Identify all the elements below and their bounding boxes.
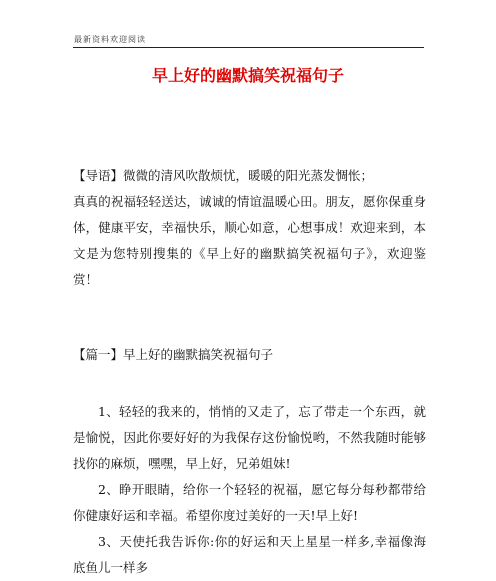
page-header-label: 最新资料欢迎阅读 <box>74 35 146 44</box>
intro-lead: 【导语】微微的清风吹散烦忧，暖暖的阳光蒸发惆怅； <box>73 168 374 183</box>
intro-body: 真真的祝福轻轻送达，诚诚的情谊温暖心田。朋友，愿你保重身体，健康平安，幸福快乐，顺心如意，心想事成！欢迎来到，本文是为您特别搜集的《早上好的幽默搞笑祝福句子》，欢迎鉴赏！ <box>73 194 426 287</box>
section-heading: 【篇一】早上好的幽默搞笑祝福句子 <box>73 347 274 362</box>
list-item: 3、天使托我告诉你:你的好运和天上星星一样多,幸福像海底鱼儿一样多 <box>73 534 426 575</box>
document-title: 早上好的幽默搞笑祝福句子 <box>151 66 344 85</box>
list-item: 1、轻轻的我来的，悄悄的又走了，忘了带走一个东西，就是愉悦，因此你要好好的为我保存这份愉悦哟，不然我随时能够找你的麻烦，嘿嘿，早上好，兄弟姐妹! <box>73 404 426 471</box>
header-divider <box>73 47 424 48</box>
list-item: 2、睁开眼睛，给你一个轻轻的祝福，愿它每分每秒都带给你健康好运和幸福。希望你度过美好的一天!早上好! <box>73 482 426 523</box>
